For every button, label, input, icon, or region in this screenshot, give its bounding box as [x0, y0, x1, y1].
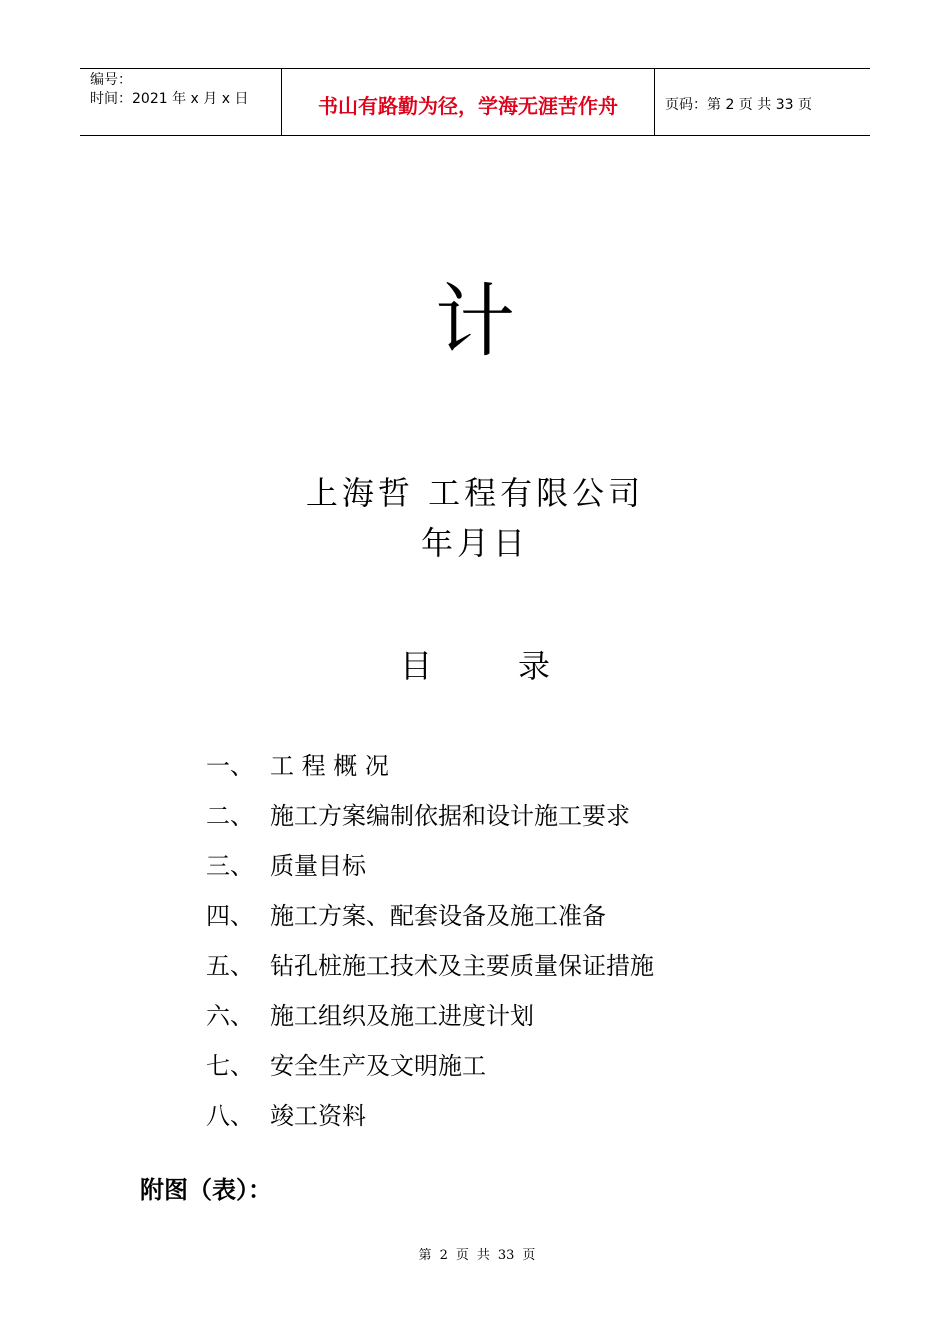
toc-item-text: 安全生产及文明施工 — [270, 1052, 486, 1080]
toc-item — [206, 946, 654, 996]
header-page-info: 页码：第 2 页 共 33 页 — [665, 97, 812, 113]
header-meta — [80, 69, 282, 135]
footer-total-pages: 33 — [497, 1248, 515, 1263]
table-of-contents — [206, 746, 654, 1146]
toc-heading — [0, 644, 950, 688]
toc-item — [206, 1046, 654, 1096]
toc-item-number: 四、 — [206, 902, 254, 930]
footer-total-label: 共 — [476, 1248, 490, 1263]
toc-item-number: 一、 — [206, 752, 254, 780]
title-character: 计 — [435, 275, 515, 368]
toc-item-number: 二、 — [206, 802, 254, 830]
toc-item — [206, 796, 654, 846]
toc-item — [206, 846, 654, 896]
page-header — [80, 68, 870, 136]
toc-item-number: 八、 — [206, 1102, 254, 1130]
company-name: 上海哲 工程有限公司 — [305, 474, 645, 512]
document-number-label: 编号： — [90, 72, 132, 88]
toc-item — [206, 746, 654, 796]
appendix-heading: 附图（表）： — [140, 1176, 272, 1204]
toc-item-text: 竣工资料 — [270, 1102, 366, 1130]
page-footer — [0, 1246, 950, 1266]
toc-item-text: 施工方案、配套设备及施工准备 — [270, 902, 606, 930]
toc-item-text: 施工组织及施工进度计划 — [270, 1002, 534, 1030]
toc-item — [206, 1096, 654, 1146]
footer-page-label: 第 — [418, 1248, 432, 1263]
toc-item-number: 六、 — [206, 1002, 254, 1030]
toc-item — [206, 996, 654, 1046]
footer-total-unit: 页 — [522, 1248, 536, 1263]
toc-item-text: 质量目标 — [270, 852, 366, 880]
toc-heading-left: 目 — [399, 647, 432, 685]
toc-item-number: 七、 — [206, 1052, 254, 1080]
toc-item-text: 施工方案编制依据和设计施工要求 — [270, 802, 630, 830]
document-date: 年月日 — [420, 524, 529, 562]
footer-page-number: 2 — [439, 1248, 448, 1263]
toc-heading-right: 录 — [518, 647, 551, 685]
toc-item — [206, 896, 654, 946]
toc-item-number: 五、 — [206, 952, 254, 980]
toc-item-number: 三、 — [206, 852, 254, 880]
header-motto: 书山有路勤为径，学海无涯苦作舟 — [282, 69, 655, 135]
toc-item-text: 工 程 概 况 — [270, 752, 389, 780]
document-time-label: 时间：2021 年 x 月 x 日 — [90, 91, 249, 107]
footer-page-unit: 页 — [455, 1248, 469, 1263]
toc-item-text: 钻孔桩施工技术及主要质量保证措施 — [270, 952, 654, 980]
